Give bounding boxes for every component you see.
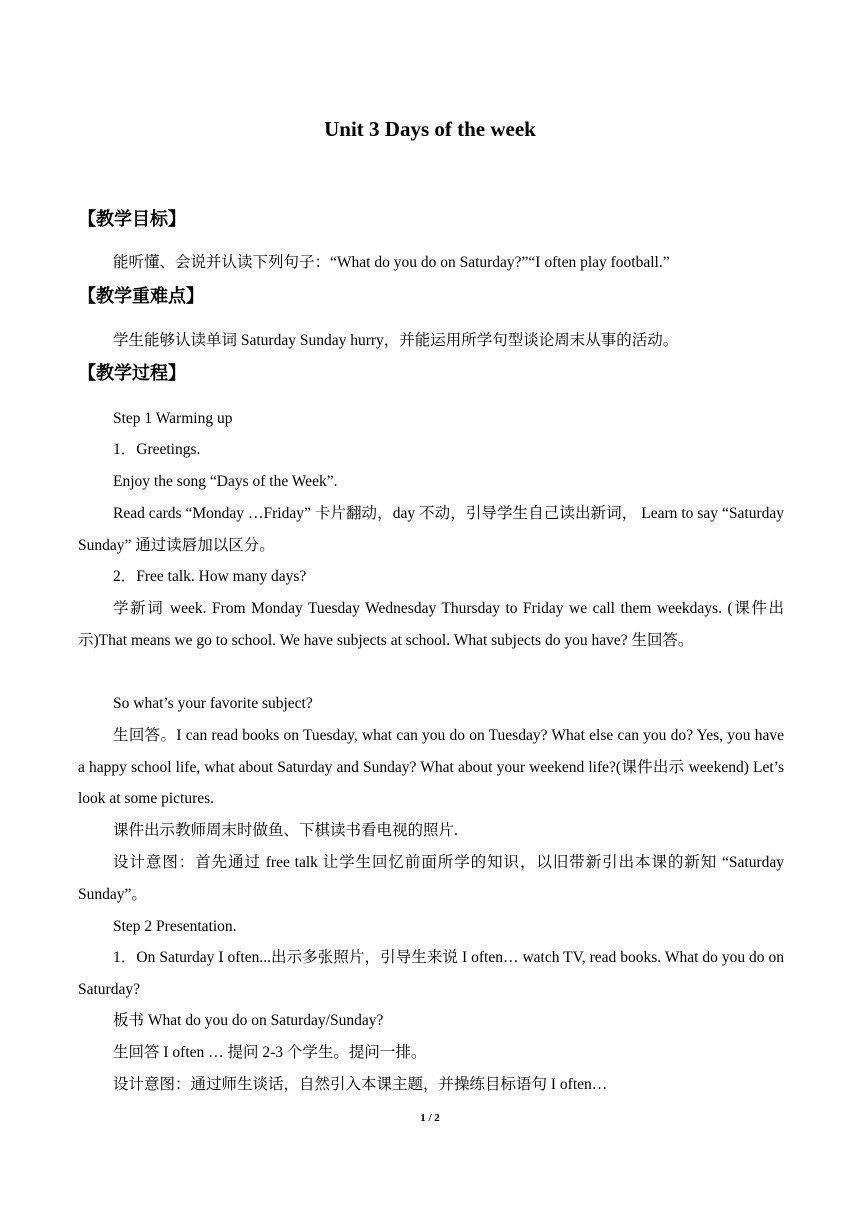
process-paragraph: Read cards “Monday …Friday” 卡片翻动，day 不动，引导学生自己读出新词， Learn to say “Saturday Sunday” 通过读唇加以区分。 [78, 505, 784, 554]
heading-teaching-process: 【教学过程】 [78, 363, 186, 384]
process-paragraph: 板书 What do you do on Saturday/Sunday? [113, 1012, 384, 1029]
heading-teaching-goals: 【教学目标】 [78, 209, 186, 230]
process-paragraph: 1．On Saturday I often...出示多张照片，引导生来说 I often… watch TV, read books. What do you do on Saturday? [78, 949, 784, 998]
process-paragraph: 设计意图：通过师生谈话，自然引入本课主题，并操练目标语句 I often… [113, 1076, 608, 1093]
process-paragraph: 设计意图：首先通过 free talk 让学生回忆前面所学的知识，以旧带新引出本课的新知 “Saturday Sunday”。 [78, 854, 784, 903]
goals-text: 能听懂、会说并认读下列句子：“What do you do on Saturday?”“I often play football.” [113, 254, 670, 271]
page-indicator: 1 / 2 [420, 1112, 440, 1124]
document-title: Unit 3 Days of the week [324, 117, 536, 141]
process-paragraph: 生回答。I can read books on Tuesday, what can you do on Tuesday? What else can you do? Yes, you have a happy school life, what about Saturday and Sunday? What about your weekend life?(课件出示 weekend) Let’s look at some pictures. [78, 727, 784, 807]
process-paragraph: Enjoy the song “Days of the Week”. [113, 473, 338, 490]
process-paragraph: 2．Free talk. How many days? [113, 568, 307, 585]
process-paragraph: Step 1 Warming up [113, 410, 233, 427]
process-paragraph: Step 2 Presentation. [113, 918, 237, 935]
key-points-text: 学生能够认读单词 Saturday Sunday hurry，并能运用所学句型谈论周末从事的活动。 [113, 332, 679, 349]
process-paragraph: 课件出示教师周末时做鱼、下棋读书看电视的照片. [113, 822, 458, 839]
process-paragraph: 学新词 week. From Monday Tuesday Wednesday Thursday to Friday we call them weekdays. (课件出示)That means we go to school. We have subjects at school. What subjects do you have? 生回答。 [78, 600, 784, 649]
process-paragraph: 1．Greetings. [113, 441, 201, 458]
process-paragraph: 生回答 I often … 提问 2-3 个学生。提问一排。 [113, 1044, 427, 1061]
process-paragraph: So what’s your favorite subject? [113, 695, 313, 712]
heading-key-points: 【教学重难点】 [78, 286, 204, 307]
